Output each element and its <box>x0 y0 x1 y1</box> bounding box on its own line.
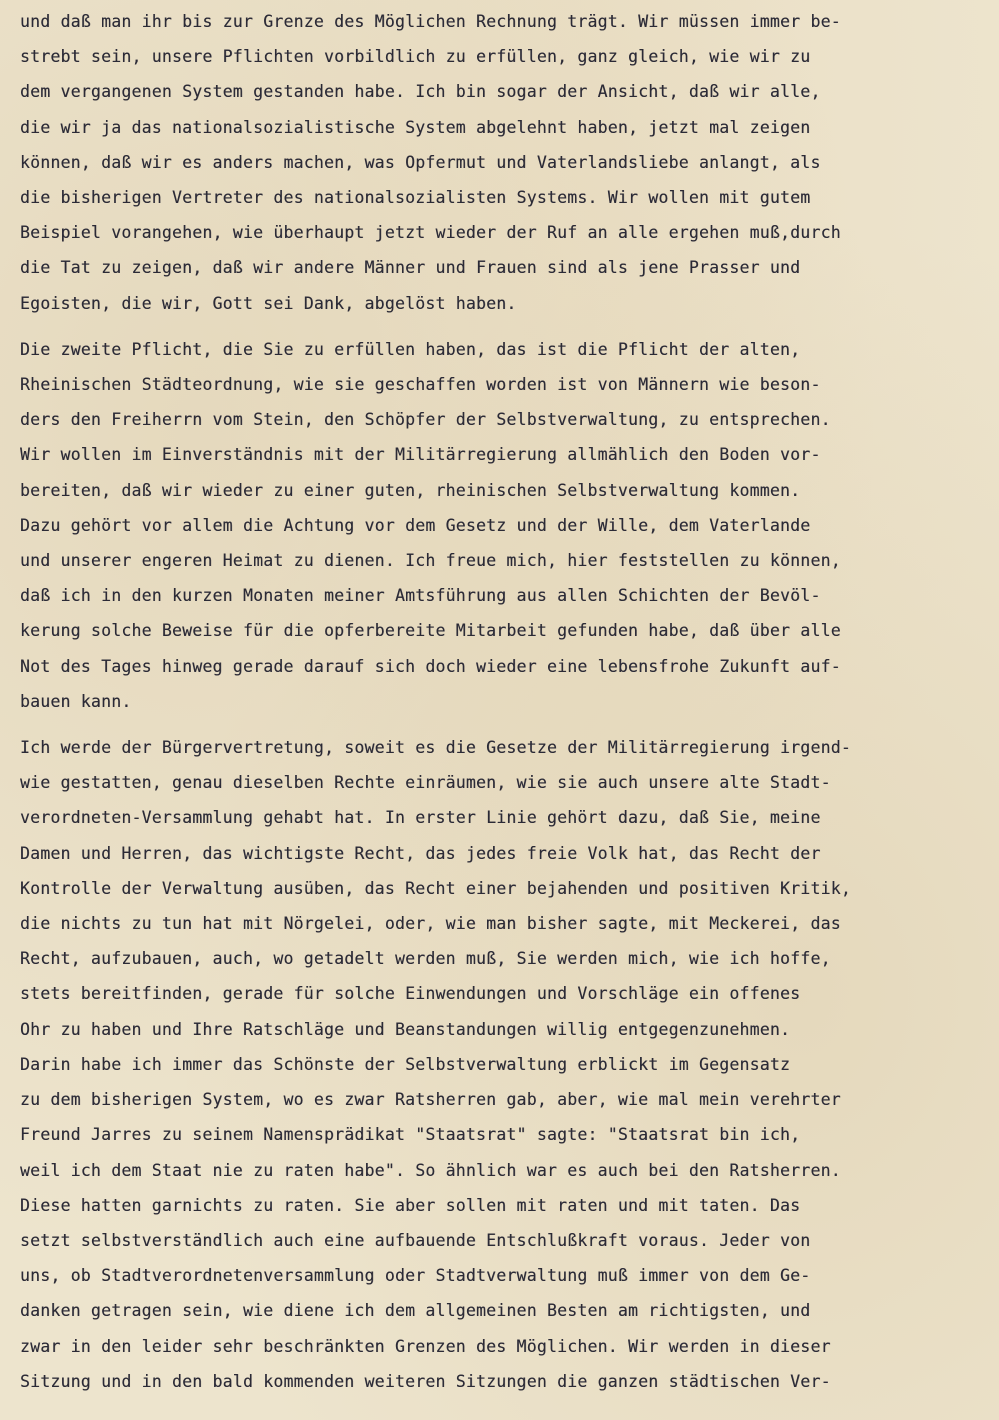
text-line: die bisherigen Vertreter des nationalsozialisten Systems. Wir wollen mit gutem <box>20 188 811 208</box>
text-line: Not des Tages hinweg gerade darauf sich doch wieder eine lebensfrohe Zukunft auf- <box>20 656 841 676</box>
text-line: Kontrolle der Verwaltung ausüben, das Recht einer bejahenden und positiven Kritik, <box>20 878 851 898</box>
text-line: Diese hatten garnichts zu raten. Sie aber sollen mit raten und mit taten. Das <box>20 1195 801 1215</box>
text-line: weil ich dem Staat nie zu raten habe". So ähnlich war es auch bei den Ratsherren. <box>20 1160 841 1180</box>
text-line: Ich werde der Bürgervertretung, soweit es die Gesetze der Militärregierung irgend- <box>20 738 851 758</box>
text-line: uns, ob Stadtverordnetenversammlung oder Stadtverwaltung muß immer von dem Ge- <box>20 1266 811 1286</box>
text-line: Recht, aufzubauen, auch, wo getadelt werden muß, Sie werden mich, wie ich hoffe, <box>20 949 831 969</box>
text-line: stets bereitfinden, gerade für solche Einwendungen und Vorschläge ein offenes <box>20 984 801 1004</box>
document-body <box>20 4 995 1399</box>
text-line: Sitzung und in den bald kommenden weiteren Sitzungen die ganzen städtischen Ver- <box>20 1371 831 1391</box>
text-line: strebt sein, unsere Pflichten vorbildlich zu erfüllen, ganz gleich, wie wir zu <box>20 47 811 67</box>
text-line: danken getragen sein, wie diene ich dem allgemeinen Besten am richtigsten, und <box>20 1301 811 1321</box>
text-line: bauen kann. <box>20 691 132 711</box>
text-line: können, daß wir es anders machen, was Opfermut und Vaterlandsliebe anlangt, als <box>20 152 821 172</box>
paragraph <box>20 4 995 321</box>
text-line: Ohr zu haben und Ihre Ratschläge und Beanstandungen willig entgegenzunehmen. <box>20 1019 791 1039</box>
text-line: Darin habe ich immer das Schönste der Selbstverwaltung erblickt im Gegensatz <box>20 1054 791 1074</box>
text-line: dem vergangenen System gestanden habe. Ich bin sogar der Ansicht, daß wir alle, <box>20 82 821 102</box>
text-line: Beispiel vorangehen, wie überhaupt jetzt wieder der Ruf an alle ergehen muß,durch <box>20 223 841 243</box>
text-line: die wir ja das nationalsozialistische System abgelehnt haben, jetzt mal zeigen <box>20 117 811 137</box>
text-line: kerung solche Beweise für die opferbereite Mitarbeit gefunden habe, daß über alle <box>20 621 841 641</box>
text-line: verordneten-Versammlung gehabt hat. In erster Linie gehört dazu, daß Sie, meine <box>20 808 821 828</box>
paragraph <box>20 332 995 719</box>
text-line: Egoisten, die wir, Gott sei Dank, abgelöst haben. <box>20 293 517 313</box>
text-line: daß ich in den kurzen Monaten meiner Amtsführung aus allen Schichten der Bevöl- <box>20 586 821 606</box>
text-line: wie gestatten, genau dieselben Rechte einräumen, wie sie auch unsere alte Stadt- <box>20 773 831 793</box>
text-line: und daß man ihr bis zur Grenze des Möglichen Rechnung trägt. Wir müssen immer be- <box>20 12 841 31</box>
text-line: Die zweite Pflicht, die Sie zu erfüllen haben, das ist die Pflicht der alten, <box>20 339 801 359</box>
text-line: ders den Freiherrn vom Stein, den Schöpfer der Selbstverwaltung, zu entsprechen. <box>20 410 831 430</box>
text-line: Rheinischen Städteordnung, wie sie geschaffen worden ist von Männern wie beson- <box>20 375 821 395</box>
text-line: die nichts zu tun hat mit Nörgelei, oder, wie man bisher sagte, mit Meckerei, das <box>20 914 841 934</box>
text-line: Freund Jarres zu seinem Namensprädikat "Staatsrat" sagte: "Staatsrat bin ich, <box>20 1125 801 1145</box>
text-line: Dazu gehört vor allem die Achtung vor dem Gesetz und der Wille, dem Vaterlande <box>20 515 811 535</box>
text-line: und unserer engeren Heimat zu dienen. Ich freue mich, hier feststellen zu können, <box>20 551 841 571</box>
text-line: setzt selbstverständlich auch eine aufbauende Entschlußkraft voraus. Jeder von <box>20 1230 811 1250</box>
text-line: zu dem bisherigen System, wo es zwar Ratsherren gab, aber, wie mal mein verehrter <box>20 1090 841 1110</box>
paragraph <box>20 730 995 1399</box>
text-line: Damen und Herren, das wichtigste Recht, das jedes freie Volk hat, das Recht der <box>20 843 821 863</box>
text-line: zwar in den leider sehr beschränkten Grenzen des Möglichen. Wir werden in dieser <box>20 1336 831 1356</box>
text-line: die Tat zu zeigen, daß wir andere Männer und Frauen sind als jene Prasser und <box>20 258 801 278</box>
text-line: bereiten, daß wir wieder zu einer guten, rheinischen Selbstverwaltung kommen. <box>20 480 801 500</box>
text-line: Wir wollen im Einverständnis mit der Militärregierung allmählich den Boden vor- <box>20 445 821 465</box>
